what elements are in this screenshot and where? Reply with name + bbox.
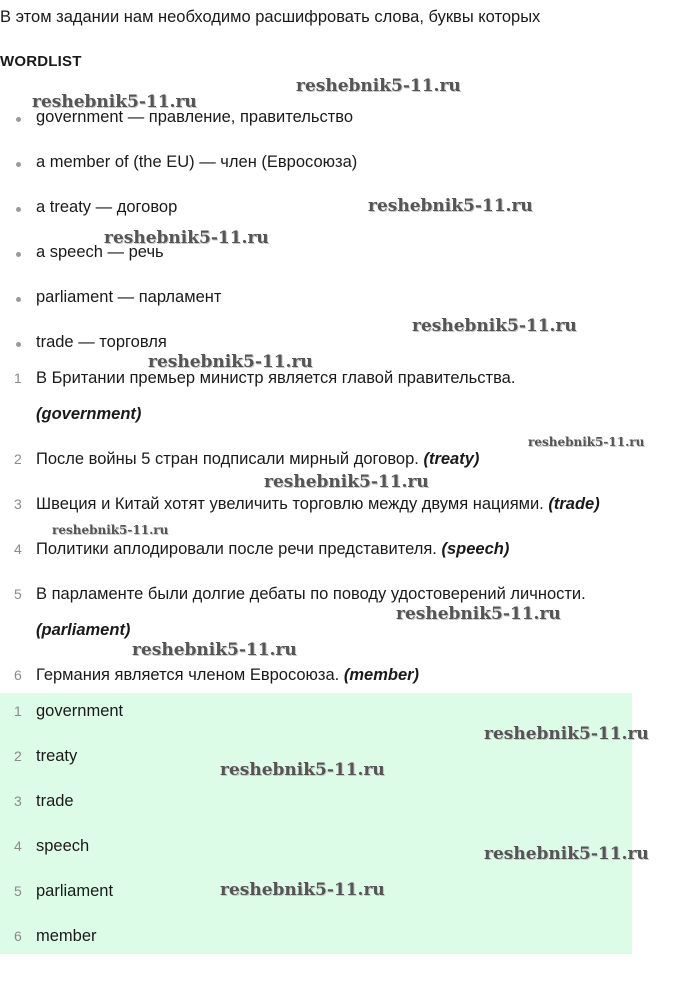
watermark: reshebnik5-11.ru: [104, 228, 269, 248]
bullet-icon: [16, 117, 21, 122]
watermark: reshebnik5-11.ru: [32, 92, 197, 112]
watermark: reshebnik5-11.ru: [396, 604, 561, 624]
watermark: reshebnik5-11.ru: [148, 352, 313, 372]
answer-box: 1 government 2 treaty 3 trade 4 speech 5 parliament 6 member: [0, 693, 632, 954]
wordlist-heading: WORDLIST: [0, 53, 82, 70]
watermark: reshebnik5-11.ru: [132, 640, 297, 660]
bullet-icon: [16, 297, 21, 302]
bullet-icon: [16, 252, 21, 257]
watermark: reshebnik5-11.ru: [368, 196, 533, 216]
watermark: reshebnik5-11.ru: [412, 316, 577, 336]
watermark: reshebnik5-11.ru: [52, 523, 169, 537]
watermark: reshebnik5-11.ru: [220, 760, 385, 780]
bullet-icon: [16, 162, 21, 167]
answer-hint: (treaty): [423, 450, 480, 468]
answer-hint: (member): [343, 666, 420, 684]
answer-hint: (speech): [441, 540, 510, 558]
answer-hint: (trade): [548, 495, 600, 513]
watermark: reshebnik5-11.ru: [484, 844, 649, 864]
watermark: reshebnik5-11.ru: [264, 472, 429, 492]
answer-hint: (parliament): [36, 621, 131, 639]
intro-text: В этом задании нам необходимо расшифровать слова, буквы которых: [0, 8, 541, 26]
watermark: reshebnik5-11.ru: [484, 724, 649, 744]
watermark: reshebnik5-11.ru: [296, 76, 461, 96]
watermark: reshebnik5-11.ru: [220, 880, 385, 900]
bullet-icon: [16, 207, 21, 212]
watermark: reshebnik5-11.ru: [528, 435, 645, 449]
bullet-icon: [16, 342, 21, 347]
answer-hint: (government): [36, 405, 142, 423]
